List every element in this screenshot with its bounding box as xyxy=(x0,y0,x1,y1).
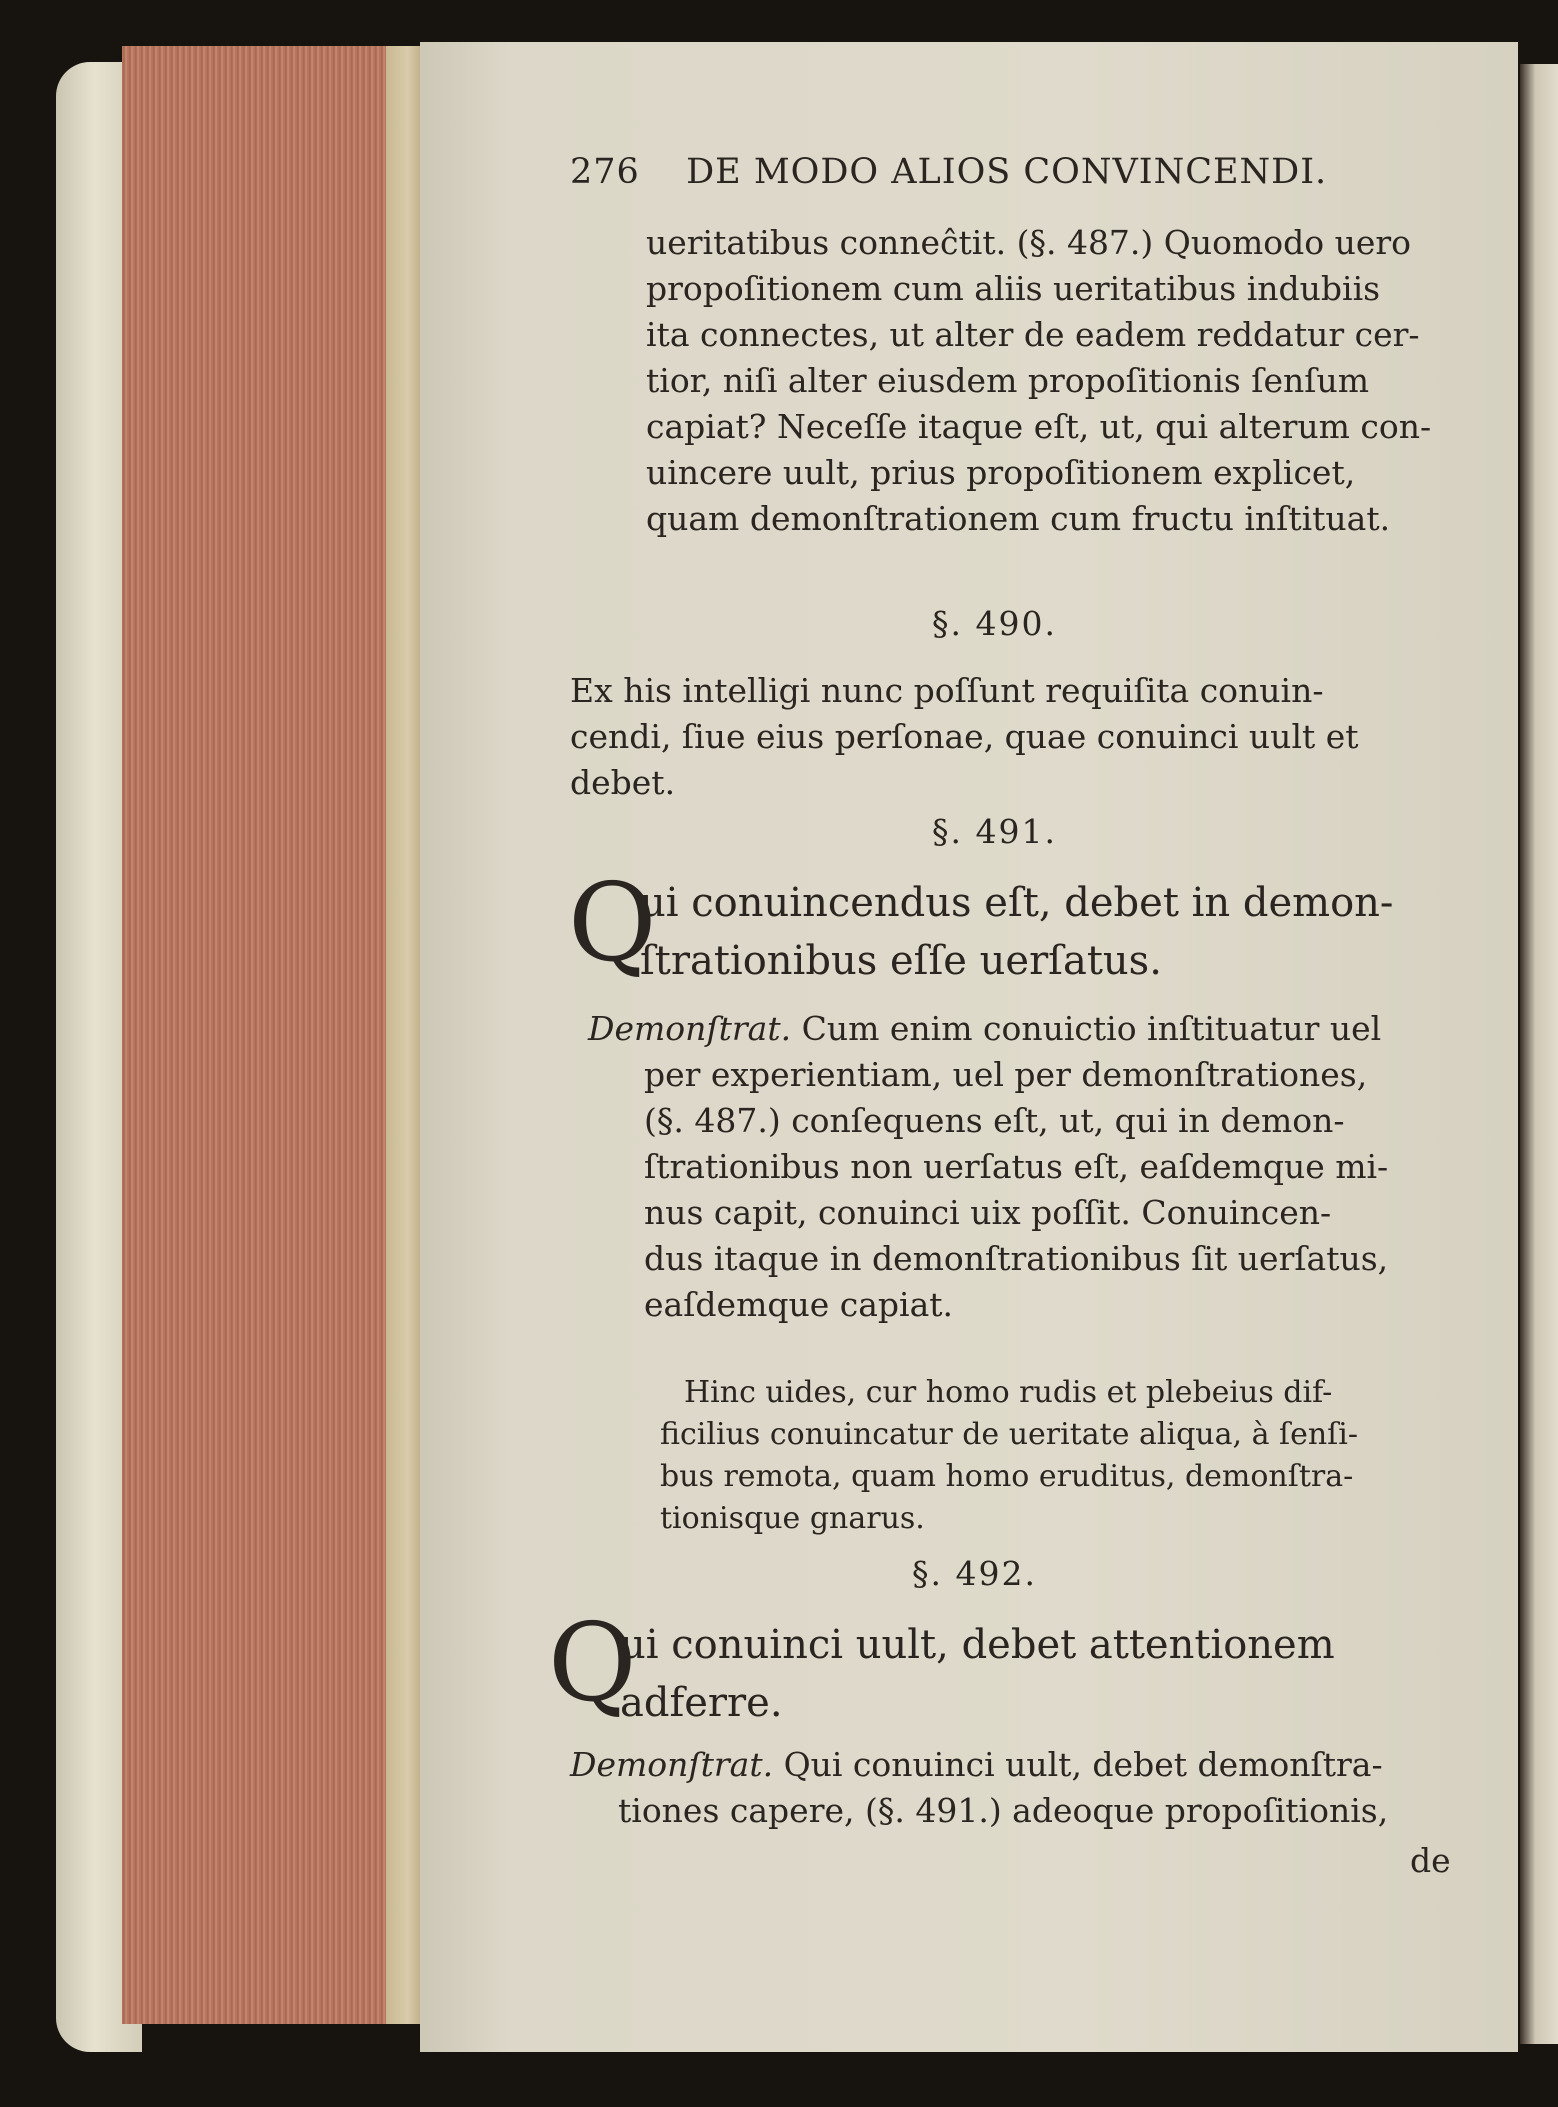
text-line: quam demonſtrationem cum fructu inſtituat. xyxy=(646,499,1391,538)
page-number: 276 xyxy=(570,152,640,192)
text-line: tionisque gnarus. xyxy=(660,1501,925,1536)
demonstration-label: Demonſtrat. xyxy=(588,1009,792,1048)
section-heading-492: §. 492. xyxy=(912,1554,1037,1593)
text-line: eaſdemque capiat. xyxy=(644,1285,954,1324)
facing-page-edge xyxy=(1520,64,1558,2044)
text-line: per experientiam, uel per demonſtrationes, xyxy=(644,1055,1368,1094)
text-line: propoſitionem cum aliis ueritatibus indubiis xyxy=(646,269,1381,308)
text-line: Ex his intelligi nunc poſſunt requiſita conuin- xyxy=(570,671,1324,710)
proposition-491 xyxy=(640,874,1393,990)
catchword: de xyxy=(1410,1841,1451,1880)
proposition-492 xyxy=(620,1616,1335,1732)
text-line: capiat? Neceſſe itaque eſt, ut, qui alterum con- xyxy=(646,407,1432,446)
intro-paragraph xyxy=(646,220,1431,542)
text-line: ita connectes, ut alter de eadem reddatur cer- xyxy=(646,315,1420,354)
drop-capital: Q xyxy=(548,1601,637,1726)
page-block-edge xyxy=(122,46,422,2024)
demonstration-label: Demonſtrat. xyxy=(570,1745,774,1784)
text-line: dus itaque in demonſtrationibus ſit uerſatus, xyxy=(644,1239,1389,1278)
text-line: ui conuinci uult, debet attentionem xyxy=(620,1622,1335,1668)
demonstration-492 xyxy=(570,1742,1388,1834)
page-edge-gilt xyxy=(386,46,422,2024)
printed-page xyxy=(420,42,1518,2052)
text-line: debet. xyxy=(570,763,676,802)
text-line: ui conuincendus eſt, debet in demon- xyxy=(640,880,1394,926)
section-490-paragraph xyxy=(570,668,1359,806)
scholium-491 xyxy=(660,1372,1358,1540)
text-line: tiones capere, (§. 491.) adeoque propoſitionis, xyxy=(618,1791,1389,1830)
running-title: DE MODO ALIOS CONVINCENDI. xyxy=(686,152,1328,192)
text-fragment: Qui conuinci uult, debet demonſtra- xyxy=(783,1745,1383,1784)
text-line: ficilius conuincatur de ueritate aliqua, à ſenſi- xyxy=(660,1417,1358,1452)
drop-capital: Q xyxy=(568,861,657,986)
text-line: ſtrationibus eſſe uerſatus. xyxy=(640,938,1162,984)
text-line xyxy=(588,1006,1388,1052)
text-line: cendi, ſiue eius perſonae, quae conuinci uult et xyxy=(570,717,1359,756)
section-heading-490: §. 490. xyxy=(932,604,1057,643)
text-line: ueritatibus conneĉtit. (§. 487.) Quomodo uero xyxy=(646,223,1412,262)
text-line: tior, niſi alter eiusdem propoſitionis ſenſum xyxy=(646,361,1370,400)
text-line: Hinc uides, cur homo rudis et plebeius dif- xyxy=(684,1375,1333,1410)
demonstration-491 xyxy=(588,1006,1388,1328)
text-line: (§. 487.) conſequens eſt, ut, qui in demon- xyxy=(644,1101,1345,1140)
running-head xyxy=(570,152,1327,192)
text-line xyxy=(570,1742,1388,1788)
text-fragment: Cum enim conuictio inſtituatur uel xyxy=(801,1009,1382,1048)
text-line: adferre. xyxy=(620,1680,783,1726)
text-line: bus remota, quam homo eruditus, demonſtra- xyxy=(660,1459,1354,1494)
text-line: ſtrationibus non uerſatus eſt, eaſdemque mi- xyxy=(644,1147,1389,1186)
section-heading-491: §. 491. xyxy=(932,812,1057,851)
text-line: nus capit, conuinci uix poſſit. Conuincen- xyxy=(644,1193,1332,1232)
text-line: uincere uult, prius propoſitionem explicet, xyxy=(646,453,1356,492)
